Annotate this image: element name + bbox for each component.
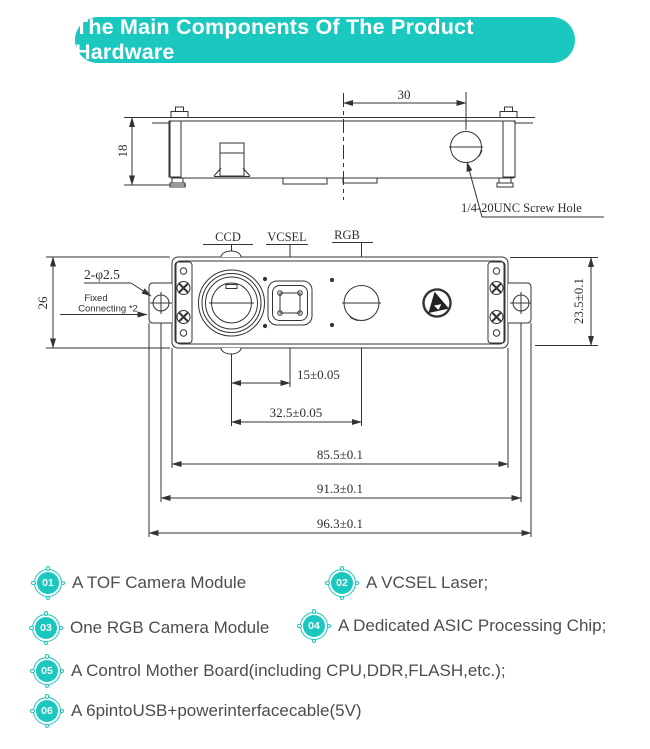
badge-number: 05 xyxy=(36,660,58,682)
ccd-label: CCD xyxy=(215,230,241,244)
number-badge-06 xyxy=(32,696,62,726)
extension-lines xyxy=(149,323,531,537)
number-badge-03 xyxy=(31,613,61,643)
vcsel-label: VCSEL xyxy=(267,230,307,244)
badge-number: 04 xyxy=(303,615,325,637)
dim-18-text: 18 xyxy=(115,144,130,158)
side-connector xyxy=(214,143,250,177)
dim-15-text: 15±0.05 xyxy=(297,367,340,382)
side-bottom-recesses xyxy=(283,178,377,184)
component-label: A Dedicated ASIC Processing Chip; xyxy=(338,616,607,635)
badge-number: 03 xyxy=(35,617,57,639)
hole-callout xyxy=(84,267,151,296)
dimension-96-3 xyxy=(149,516,531,533)
badge-number: 01 xyxy=(37,572,59,594)
fixed-connecting-line2: Connecting *2 xyxy=(78,303,138,315)
dimension-32-5 xyxy=(232,405,362,422)
dim-23-5-text: 23.5±0.1 xyxy=(571,277,586,325)
screw-hole-label: 1/4-20UNC Screw Hole xyxy=(461,201,582,215)
page-title-banner xyxy=(75,17,575,63)
number-badge-05 xyxy=(32,656,62,686)
side-right-ear xyxy=(497,107,517,187)
dim-26-text: 26 xyxy=(35,296,50,310)
badge-number: 02 xyxy=(331,572,353,594)
list-item-02 xyxy=(327,568,488,598)
front-left-tab xyxy=(149,283,172,323)
dimension-91-3 xyxy=(161,481,521,498)
side-body xyxy=(170,121,515,178)
component-label: A VCSEL Laser; xyxy=(366,573,489,592)
vcsel-emitter xyxy=(268,281,312,325)
dimension-30 xyxy=(344,87,467,130)
number-badge-01 xyxy=(33,568,63,598)
front-right-tab xyxy=(508,283,531,323)
component-label: A TOF Camera Module xyxy=(72,573,247,592)
list-item-04 xyxy=(299,611,606,641)
page-title: The Main Components Of The Product Hardware xyxy=(75,15,474,64)
number-badge-02 xyxy=(327,568,357,598)
list-item-05 xyxy=(32,656,506,686)
fixed-connecting-callout xyxy=(60,293,147,315)
dim-30-text: 30 xyxy=(397,87,411,102)
dim-32-5-text: 32.5±0.05 xyxy=(269,405,323,420)
list-item-01 xyxy=(33,568,246,598)
ccd-lens xyxy=(199,270,265,336)
list-item-03 xyxy=(31,613,269,643)
screw-hole xyxy=(449,132,483,163)
side-flange-line xyxy=(150,118,535,124)
component-label: One RGB Camera Module xyxy=(70,618,270,637)
screw-hole-leader xyxy=(461,162,604,217)
dimension-18 xyxy=(115,118,186,186)
dim-91-3-text: 91.3±0.1 xyxy=(316,481,364,496)
component-label: A 6pintoUSB+powerinterfacecable(5V) xyxy=(71,701,362,720)
component-label: A Control Mother Board(including CPU,DDR,FLASH,etc.); xyxy=(71,661,506,680)
rgb-label: RGB xyxy=(334,228,360,242)
hole-callout-text: 2-φ2.5 xyxy=(84,267,120,282)
dimension-85-5 xyxy=(172,447,508,464)
side-view-drawing xyxy=(0,85,650,230)
dim-85-5-text: 85.5±0.1 xyxy=(316,447,364,462)
list-item-06 xyxy=(32,696,362,726)
fixed-connecting-line1: Fixed xyxy=(84,293,108,304)
badge-number: 06 xyxy=(36,700,58,722)
dim-96-3-text: 96.3±0.1 xyxy=(316,516,364,531)
number-badge-04 xyxy=(299,611,329,641)
front-view-drawing xyxy=(0,228,650,546)
dimension-15 xyxy=(232,367,340,383)
side-left-ear xyxy=(169,107,188,187)
